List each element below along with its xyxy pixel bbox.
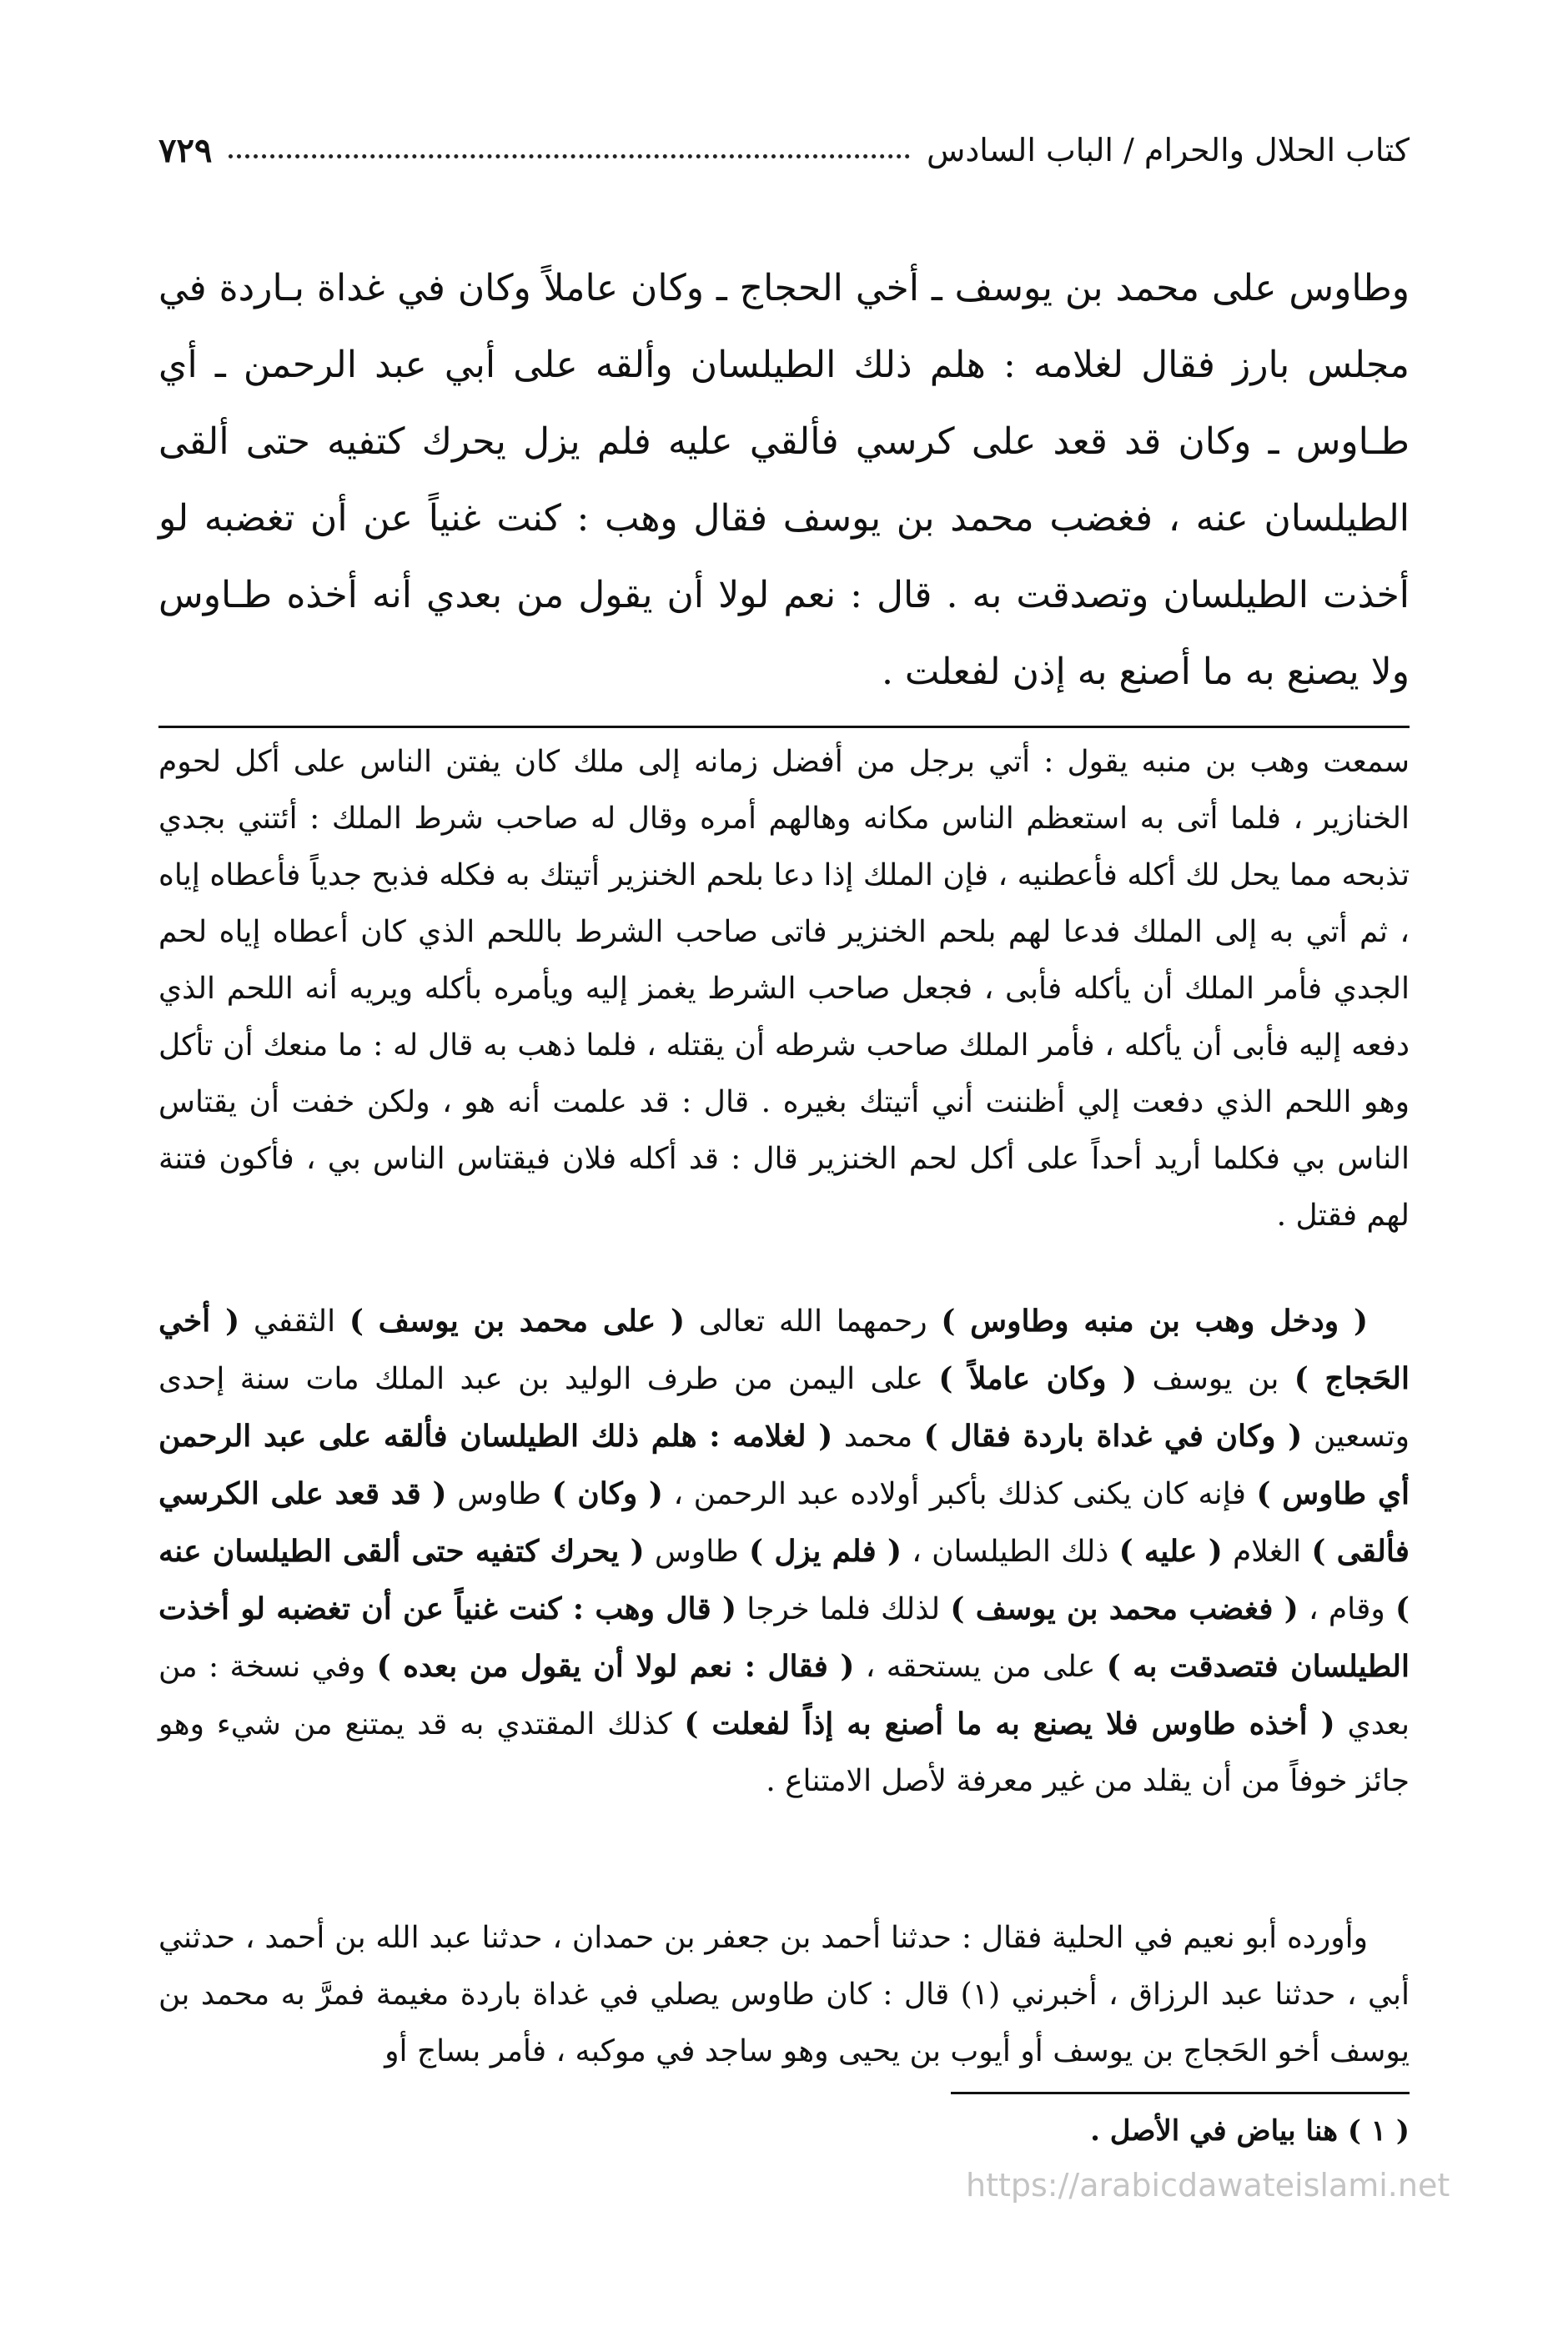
quoted-matn-segment: ( فقال : نعم لولا أن يقول من بعده ) [376, 1649, 855, 1684]
main-paragraph: وطاوس على محمد بن يوسف ـ أخي الحجاج ـ وكان عاملاً وكان في غداة بـاردة في مجلس بارز فقال لغلامه : هلم ذلك الطيلسان وألقه على أبي عبد الرحمن ـ أي طـاوس ـ وكان قد قعد على كرسي فألقي عليه فلم يزل يحرك كتفيه حتى ألقى الطيلسان عنه ، فغضب محمد بن يوسف فقال وهب : كنت غنياً عن أن تغضبه لو أخذت الطيلسان وتصدقت به . قال : نعم لولا أن يقول من بعدي أنه أخذه طـاوس ولا يصنع به ما أصنع به إذن لفعلت . [158, 267, 1410, 693]
quoted-matn-segment: ( قال وهب : كنت غنياً عن أن تغضبه لو أخذت الطيلسان فتصدقت به ) [158, 1591, 1410, 1684]
commentary-segment: فإنه كان يكنى كذلك بأكبر أولاده عبد الرحمن ، [662, 1477, 1257, 1511]
quoted-matn-segment: ( فلم يزل ) [749, 1534, 902, 1569]
commentary-segment: الثقفي [239, 1304, 349, 1339]
running-header [158, 125, 1410, 175]
quoted-matn-segment: ( يحرك كتفيه حتى ألقى الطيلسان عنه ) [158, 1534, 1410, 1626]
commentary-block-1 [158, 734, 1410, 1244]
commentary-paragraph-2 [158, 1293, 1410, 1810]
quoted-matn-segment: ( وكان في غداة باردة فقال ) [923, 1419, 1303, 1454]
commentary-block-2 [158, 1293, 1410, 1810]
quoted-matn-segment: ( عليه ) [1118, 1534, 1223, 1569]
commentary-segment: على من يستحقه ، [854, 1650, 1107, 1684]
quoted-matn-segment: ( قد قعد على الكرسي فألقى ) [158, 1476, 1410, 1569]
commentary-paragraph-1: سمعت وهب بن منبه يقول : أتي برجل من أفضل زمانه إلى ملك كان يفتن الناس على أكل لحوم الخنازير ، فلما أتى به استعظم الناس مكانه وهالهم أمره وقال له صاحب شرط الملك : أئتني بجدي تذبحه مما يحل لك أكله فأعطنيه ، فإن الملك إذا دعا بلحم الخنزير أتيتك به فكله فذبح جدياً فأعطاه إياه ، ثم أتي به إلى الملك فدعا لهم بلحم الخنزير فاتى صاحب الشرط باللحم الذي كان أعطاه إياه لحم الجدي فأمر الملك أن يأكله فأبى ، فجعل صاحب الشرط يغمز إليه ويأمره بأكله ويريه أنه اللحم الذي دفعه إليه فأبى أن يأكله ، فأمر الملك صاحب شرطه أن يقتله ، فلما ذهب به قال له : ما منعك أن تأكل وهو اللحم الذي دفعت إلي أظننت أني أتيتك بغيره . قال : قد علمت أنه هو ، ولكن خفت أن يقتاس الناس بي فكلما أريد أحداً على أكل لحم الخنزير قال : قد أكله فلان فيقتاس الناس بي ، فأكون فتنة لهم فقتل . [158, 745, 1410, 1233]
main-text [158, 250, 1410, 711]
quoted-matn-segment: ( وكان عاملاً ) [938, 1361, 1138, 1396]
commentary-segment: كذلك المقتدي به قد يمتنع من شيء وهو جائز خوفاً من أن يقلد من غير معرفة لأصل الامتناع . [158, 1707, 1410, 1798]
commentary-segment: وفي نسخة : من بعدي [158, 1650, 1410, 1741]
commentary-segment: وقام ، [1298, 1592, 1395, 1626]
watermark-url: https://arabicdawateislami.net [966, 2167, 1450, 2204]
quoted-matn-segment: ( وكان ) [551, 1476, 663, 1511]
header-dot-leader [229, 154, 910, 158]
page-number: ٧٢٩ [158, 130, 213, 170]
quoted-matn-segment: ( ودخل وهب بن منبه وطاوس ) [941, 1304, 1368, 1339]
commentary-segment: بن يوسف [1137, 1362, 1294, 1396]
commentary-segment: محمد [832, 1420, 924, 1454]
quoted-matn-segment: ( لغلامه : هلم ذلك الطيلسان فألقه على عبد الرحمن أي طاوس ) [158, 1419, 1410, 1511]
commentary-segment: الغلام [1222, 1535, 1312, 1569]
header-title: كتاب الحلال والحرام / الباب السادس [927, 132, 1410, 168]
commentary-segment: لذلك فلما خرجا [736, 1592, 951, 1626]
footnote: ( ١ ) هنا بياض في الأصل . [1090, 2114, 1410, 2148]
quoted-matn-segment: ( أخذه طاوس فلا يصنع به ما أصنع به إذاً لفعلت ) [684, 1706, 1335, 1741]
separator-rule [158, 726, 1410, 728]
commentary-segment: على اليمن من طرف الوليد بن عبد الملك مات سنة إحدى وتسعين [158, 1362, 1410, 1454]
quoted-matn-segment: ( على محمد بن يوسف ) [349, 1304, 686, 1339]
commentary-block-3 [158, 1910, 1410, 2080]
commentary-paragraph-3: وأورده أبو نعيم في الحلية فقال : حدثنا أحمد بن جعفر بن حمدان ، حدثنا عبد الله بن أحمد ، حدثني أبي ، حدثنا عبد الرزاق ، أخبرني (١) قال : كان طاوس يصلي في غداة باردة مغيمة فمرَّ به محمد بن يوسف أخو الحَجاج بن يوسف أو أيوب بن يحيى وهو ساجد في موكبه ، فأمر بساج أو [158, 1921, 1410, 2068]
commentary-segment: رحمهما الله تعالى [685, 1304, 942, 1339]
quoted-matn-segment: ( أخي الحَجاج ) [158, 1304, 1410, 1396]
commentary-segment: طاوس [644, 1535, 750, 1569]
commentary-segment: طاوس [446, 1477, 552, 1511]
commentary-segment: ذلك الطيلسان ، [902, 1535, 1119, 1569]
quoted-matn-segment: ( فغضب محمد بن يوسف ) [950, 1591, 1299, 1626]
footnote-rule [951, 2092, 1410, 2094]
